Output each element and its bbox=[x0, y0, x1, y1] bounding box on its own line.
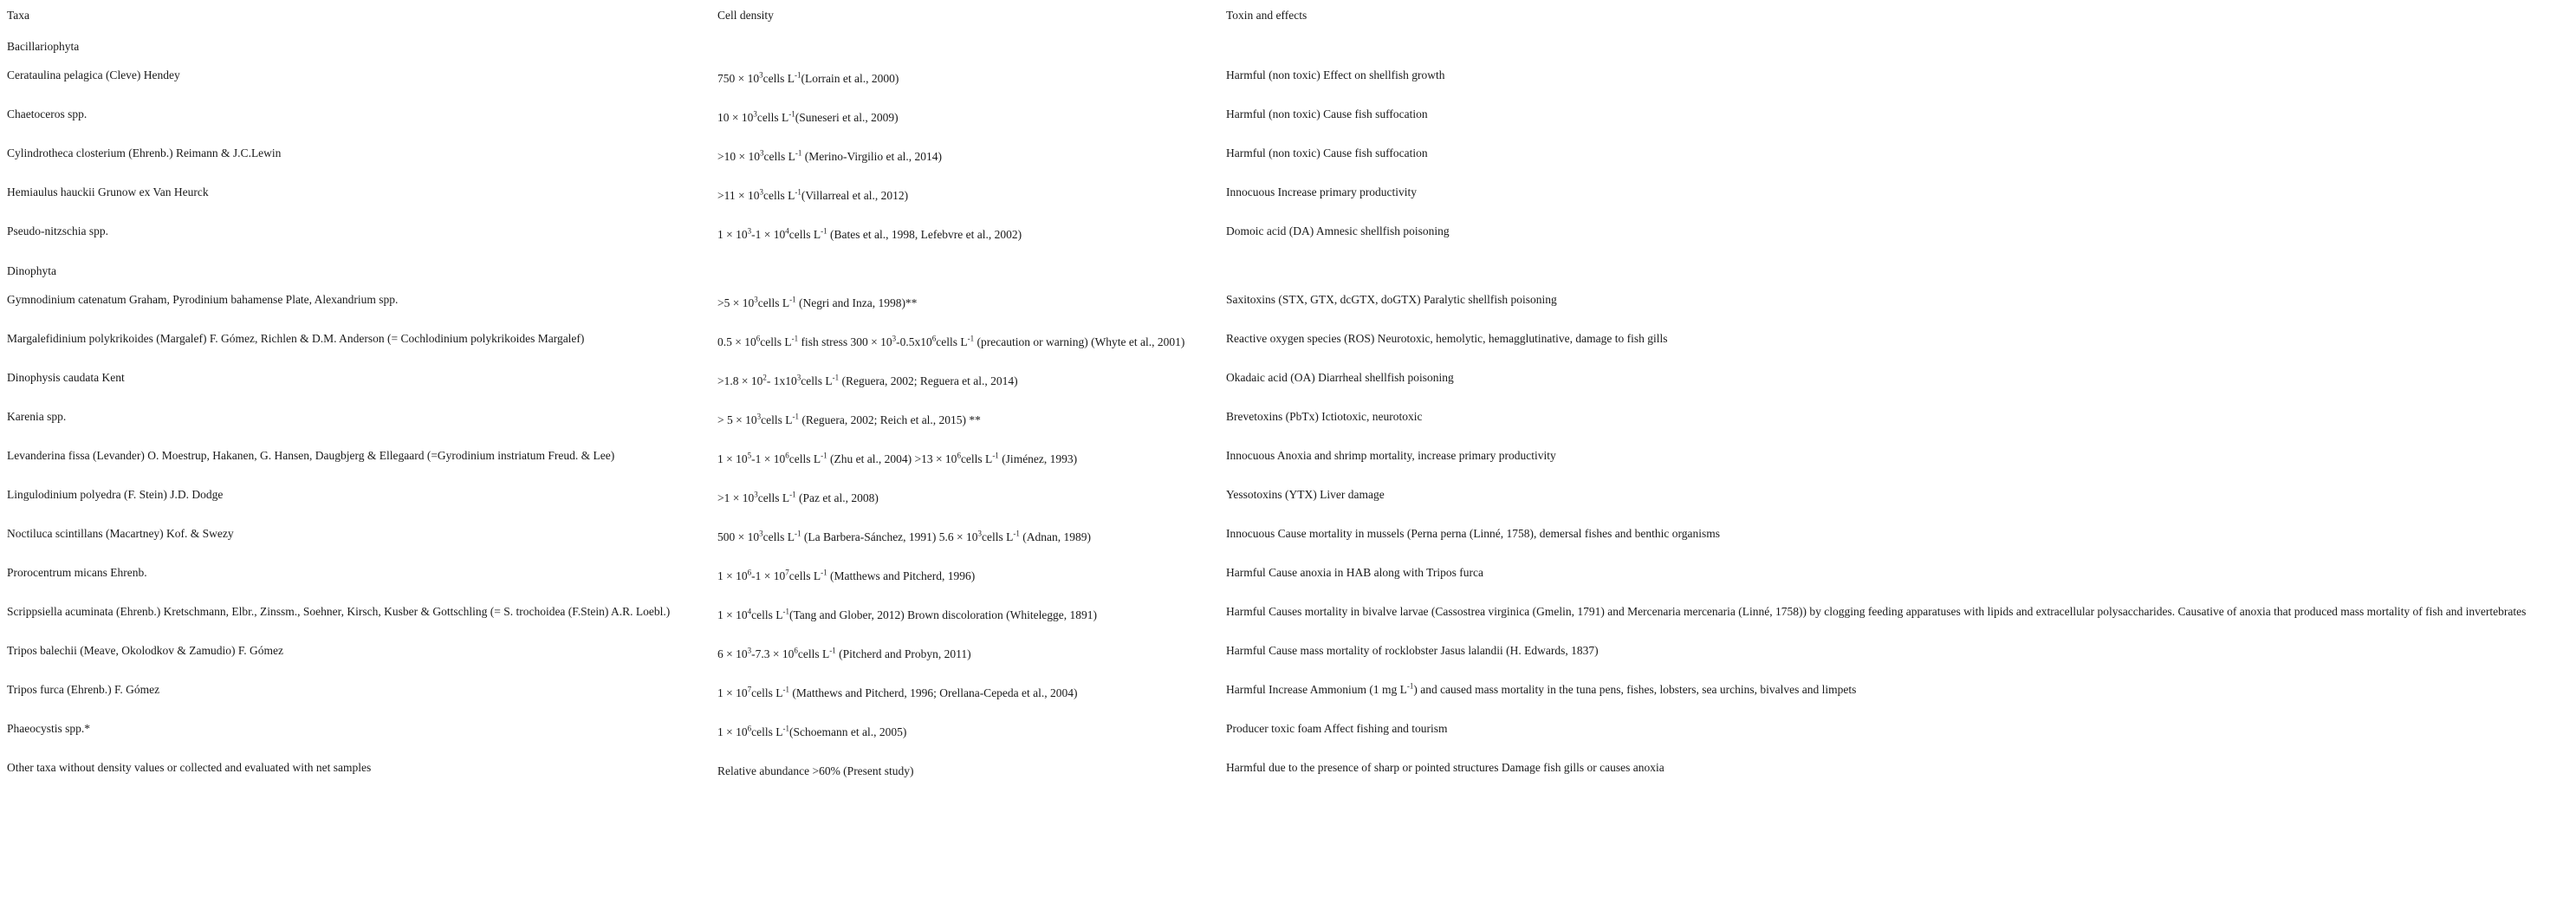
table-row bbox=[0, 521, 2576, 560]
taxa-cell: Pseudo-nitzschia spp. bbox=[7, 224, 108, 237]
toxin-cell: Brevetoxins (PbTx) Ictiotoxic, neurotoxic bbox=[1226, 410, 1423, 423]
toxin-cell: Harmful (non toxic) Cause fish suffocation bbox=[1226, 146, 1428, 159]
density-cell: $1 \times 10^7cells$ $L^{-1}$ (Matthews and Pitcherd, 1996; Orellana-Cepeda et al., 2004) bbox=[717, 685, 1078, 699]
toxin-cell: Producer toxic foam Affect fishing and tourism bbox=[1226, 722, 1448, 735]
density-cell: $10 \times 10^3cells$ $L^{-1}(Suneseri$ et al., 2009) bbox=[717, 109, 899, 124]
table-body bbox=[0, 33, 2576, 794]
taxa-cell: Dinophysis caudata Kent bbox=[7, 371, 125, 384]
density-cell: $>5 \times 10^3cells$ $L^{-1}$ (Negri and Inza, 1998)** bbox=[717, 295, 918, 309]
density-cell: $500 \times 10^3cells$ $L^{-1}$ (La Barbera-Sánchez, 1991) $5.6 \times 10^3cells$ $L^{-1}$ (Adnan, 1989) bbox=[717, 529, 1092, 543]
table-row bbox=[0, 716, 2576, 755]
table-row bbox=[0, 365, 2576, 404]
density-cell: $6 \times 10^3-7.3$ × $10^6cells$ $L^{-1}$ (Pitcherd and Probyn, 2011) bbox=[717, 646, 971, 660]
density-cell: $>11 \times 10^3cells$ $L^{-1}(Villarreal$ et al., 2012) bbox=[717, 187, 909, 202]
taxa-cell: Tripos furca (Ehrenb.) F. Gómez bbox=[7, 683, 160, 696]
density-cell: > $5 \times 10^3cells$ $L^{-1}$ (Reguera, 2002; Reich et al., 2015) ** bbox=[717, 412, 981, 426]
density-cell: $0.5 \times 10^6cells$ $L^{-1}$ fish stress $300 \times 10^3-0.5x10^6cells$ $L^{-1}$ (precaution or warning) (Whyte et al., 2001) bbox=[717, 334, 1185, 348]
taxa-table bbox=[0, 3, 2576, 794]
taxa-cell: Karenia spp. bbox=[7, 410, 67, 423]
header-row bbox=[0, 3, 2576, 33]
density-cell: $>1.8 \times 10^2-$ $1x10^3cells$ $L^{-1}$ (Reguera, 2002; Reguera et al., 2014) bbox=[717, 373, 1018, 387]
table-row bbox=[0, 326, 2576, 365]
header-toxin-effects: Toxin and effects bbox=[1226, 9, 1307, 22]
taxa-cell: Chaetoceros spp. bbox=[7, 107, 88, 120]
taxa-cell: Cylindrotheca closterium (Ehrenb.) Reimann & J.C.Lewin bbox=[7, 146, 282, 159]
density-cell: $1 \times 10^6cells$ $L^{-1}(Schoemann$ et al., 2005) bbox=[717, 724, 907, 738]
density-cell: $1 \times 10^3-1$ × $10^4cells$ $L^{-1}$ (Bates et al., 1998, Lefebvre et al., 2002) bbox=[717, 226, 1022, 241]
header-cell-density: Cell density bbox=[717, 9, 774, 22]
toxin-cell: Domoic acid (DA) Amnesic shellfish poisoning bbox=[1226, 224, 1450, 237]
table-row bbox=[0, 482, 2576, 521]
taxa-cell: Tripos balechii (Meave, Okolodkov & Zamudio) F. Gómez bbox=[7, 644, 283, 657]
table-row bbox=[0, 101, 2576, 140]
table-row bbox=[0, 218, 2576, 257]
table-row bbox=[0, 140, 2576, 179]
table-row bbox=[0, 599, 2576, 638]
toxin-cell: Innocuous Increase primary productivity bbox=[1226, 185, 1418, 198]
toxin-cell: Harmful (non toxic) Effect on shellfish growth bbox=[1226, 68, 1445, 81]
toxin-cell: Okadaic acid (OA) Diarrheal shellfish poisoning bbox=[1226, 371, 1454, 384]
header-taxa: Taxa bbox=[7, 9, 30, 22]
density-cell: $1 \times 10^6-1$ × $10^7cells$ $L^{-1}$ (Matthews and Pitcherd, 1996) bbox=[717, 568, 976, 582]
density-cell: $>1 \times 10^3cells$ $L^{-1}$ (Paz et al., 2008) bbox=[717, 490, 879, 504]
group-label: Bacillariophyta bbox=[7, 40, 80, 53]
toxin-cell: Harmful Causes mortality in bivalve larvae (Cassostrea virginica (Gmelin, 1791) and Mercenaria mercenaria (Linné, 1758)) by clogging feeding apparatuses with lipids and extracellular polysaccharides. Causative of anoxia that produced mass mortality of fish and invertebrates bbox=[1226, 605, 2527, 618]
toxin-cell: Innocuous Anoxia and shrimp mortality, increase primary productivity bbox=[1226, 449, 1556, 462]
toxin-cell: Reactive oxygen species (ROS) Neurotoxic, hemolytic, hemagglutinative, damage to fish gills bbox=[1226, 332, 1668, 345]
toxin-cell: Innocuous Cause mortality in mussels (Perna perna (Linné, 1758), demersal fishes and benthic organisms bbox=[1226, 527, 1720, 540]
table-row bbox=[0, 560, 2576, 599]
table-row bbox=[0, 755, 2576, 794]
toxin-cell: Saxitoxins (STX, GTX, dcGTX, doGTX) Paralytic shellfish poisoning bbox=[1226, 293, 1557, 306]
table-row bbox=[0, 179, 2576, 218]
taxa-cell: Prorocentrum micans Ehrenb. bbox=[7, 566, 147, 579]
taxa-cell: Lingulodinium polyedra (F. Stein) J.D. Dodge bbox=[7, 488, 224, 501]
taxa-cell: Phaeocystis spp.* bbox=[7, 722, 90, 735]
taxa-cell: Levanderina fissa (Levander) O. Moestrup, Hakanen, G. Hansen, Daugbjerg & Ellegaard (=Gyrodinium instriatum Freud. & Lee) bbox=[7, 449, 615, 462]
density-cell: $1 \times 10^5-1$ × $10^6cells$ $L^{-1}$ (Zhu et al., $2004) >13 \times 10^6cells$ $L^{-1}$ (Jiménez, 1993) bbox=[717, 451, 1078, 465]
taxa-cell: Cerataulina pelagica (Cleve) Hendey bbox=[7, 68, 180, 81]
taxa-cell: Hemiaulus hauckii Grunow ex Van Heurck bbox=[7, 185, 209, 198]
table-row bbox=[0, 62, 2576, 101]
table-row bbox=[0, 404, 2576, 443]
taxa-cell: Other taxa without density values or collected and evaluated with net samples bbox=[7, 761, 372, 774]
toxin-cell: Harmful due to the presence of sharp or pointed structures Damage fish gills or causes anoxia bbox=[1226, 761, 1664, 774]
density-cell: $1 \times 10^4cells$ $L^{-1}(Tang$ and Glober, 2012) Brown discoloration (Whitelegge, 1891) bbox=[717, 607, 1098, 621]
toxin-cell: Harmful (non toxic) Cause fish suffocation bbox=[1226, 107, 1428, 120]
table-row bbox=[0, 287, 2576, 326]
taxa-cell: Scrippsiella acuminata (Ehrenb.) Kretschmann, Elbr., Zinssm., Soehner, Kirsch, Kusber & Gottschling (= S. trochoidea (F.Stein) A.R. Loebl.) bbox=[7, 605, 671, 618]
table-row bbox=[0, 443, 2576, 482]
group-label: Dinophyta bbox=[7, 264, 56, 277]
toxin-cell: Harmful Cause anoxia in HAB along with Tripos furca bbox=[1226, 566, 1483, 579]
table-row bbox=[0, 638, 2576, 677]
density-cell: Relative abundance >60% (Present study) bbox=[717, 764, 914, 777]
toxin-cell: Harmful Increase Ammonium (1 mg $L^{-1}$) and caused mass mortality in the tuna pens, fishes, lobsters, sea urchins, bivalves and limpets bbox=[1226, 681, 1857, 696]
group-row bbox=[0, 33, 2576, 62]
group-row bbox=[0, 257, 2576, 287]
taxa-cell: Gymnodinium catenatum Graham, Pyrodinium bahamense Plate, Alexandrium spp. bbox=[7, 293, 399, 306]
taxa-cell: Margalefidinium polykrikoides (Margalef) F. Gómez, Richlen & D.M. Anderson (= Cochlodinium polykrikoides Margalef) bbox=[7, 332, 585, 345]
toxin-cell: Harmful Cause mass mortality of rocklobster Jasus lalandii (H. Edwards, 1837) bbox=[1226, 644, 1599, 657]
density-cell: $>10 \times 10^3cells$ $L^{-1}$ (Merino-Virgilio et al., 2014) bbox=[717, 148, 943, 163]
density-cell: $750 \times 10^3cells$ $L^{-1}(Lorrain$ et al., 2000) bbox=[717, 70, 899, 85]
toxin-cell: Yessotoxins (YTX) Liver damage bbox=[1226, 488, 1385, 501]
taxa-cell: Noctiluca scintillans (Macartney) Kof. & Swezy bbox=[7, 527, 234, 540]
table-row bbox=[0, 677, 2576, 716]
